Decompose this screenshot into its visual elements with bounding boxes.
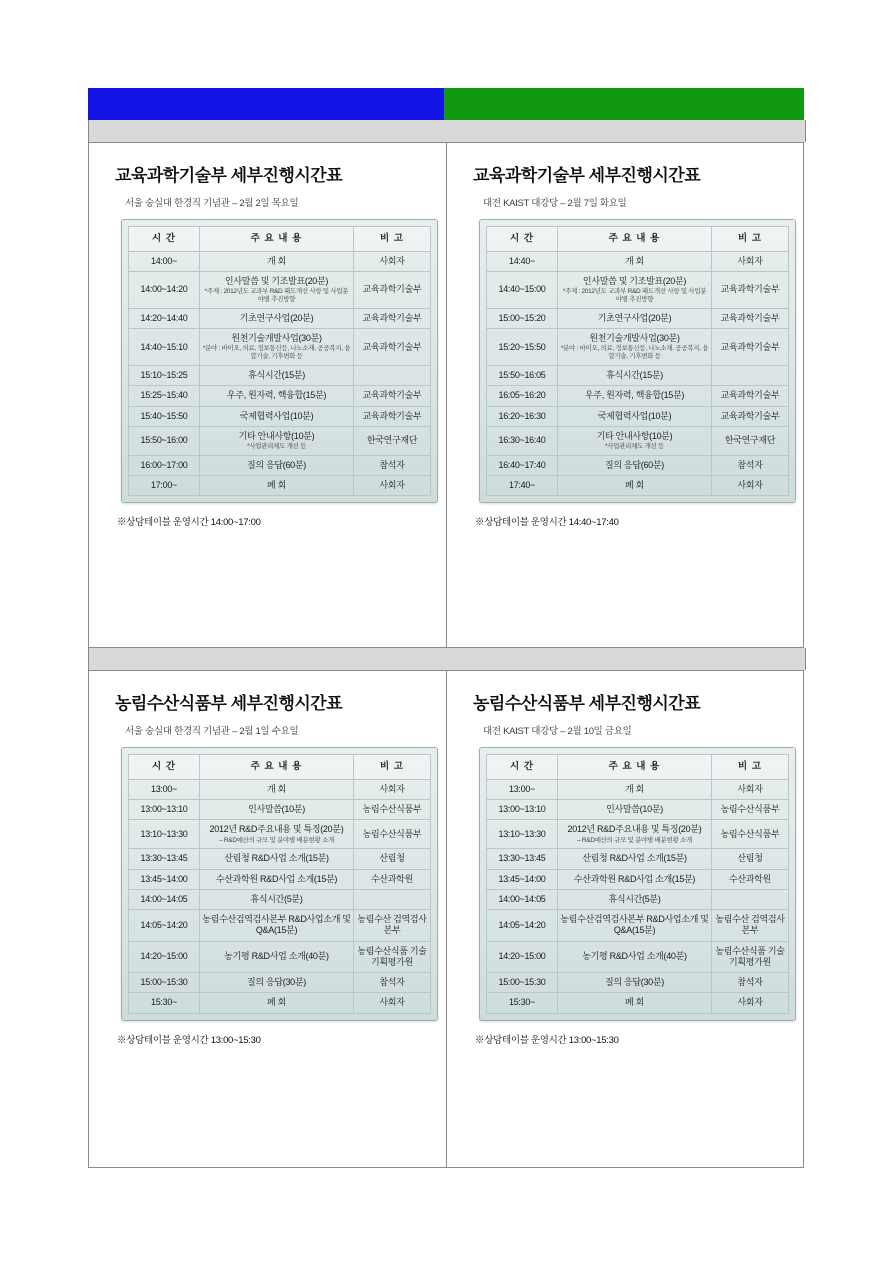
cell-time: 16:00~17:00 [129,455,200,475]
cell-description-subnote: *주제 : 2012년도 교과부 R&D 패도개선 사항 및 사업분야별 추진방향 [562,288,707,304]
table-row [487,455,789,475]
cell-time: 15:40~15:50 [129,406,200,426]
schedule-table [128,226,431,496]
cell-description: 질의 응답(60분) [558,455,712,475]
cell-time: 14:00~14:20 [129,272,200,309]
header-time: 시 간 [129,227,200,252]
table-row [487,251,789,271]
cell-description: 우주, 원자력, 핵융합(15분) [558,386,712,406]
schedule-table-frame [121,219,438,503]
cell-note: 참석자 [712,973,789,993]
table-body-3 [487,779,789,1013]
header-note: 비 고 [354,755,431,780]
cell-time: 15:00~15:30 [487,973,558,993]
cell-time: 16:05~16:20 [487,386,558,406]
cell-note: 농림수산 검역검사본부 [712,910,789,942]
cell-description: 휴식시간(5분) [558,889,712,909]
table-row [487,366,789,386]
cell-description: 휴식시간(15분) [558,366,712,386]
cell-time: 14:20~15:00 [129,941,200,973]
cell-time: 14:00~14:05 [487,889,558,909]
cell-time: 16:20~16:30 [487,406,558,426]
banner-blue-block [88,88,444,120]
schedule-table-frame [479,747,796,1021]
cell-description: 국제협력사업(10분) [200,406,354,426]
header-desc: 주 요 내 용 [200,755,354,780]
cell-description-subnote: *분야 : 바이오, 의료, 정보통신등, 나노소재, 공공복지, 융합기술, 기후변화 등 [560,345,709,361]
cell-description: 우주, 원자력, 핵융합(15분) [200,386,354,406]
table-row [129,941,431,973]
table-row [129,426,431,455]
cell-description: 산림청 R&D사업 소개(15분) [558,849,712,869]
schedule-subtitle: 대전 KAIST 대강당 – 2월 10일 금요일 [483,726,632,737]
cell-note: 교육과학기술부 [354,329,431,366]
table-row [129,910,431,942]
table-row [129,329,431,366]
cell-time: 15:30~ [487,993,558,1013]
cell-time: 13:45~14:00 [129,869,200,889]
header-desc: 주 요 내 용 [200,227,354,252]
cell-description-subnote: *사업관리체도 개선 등 [604,443,665,451]
cell-note: 교육과학기술부 [354,308,431,328]
cell-time: 13:00~13:10 [487,800,558,820]
table-header-row [487,755,789,780]
cell-description: 개 회 [558,779,712,799]
spacer-strip-middle [88,648,806,670]
table-row [129,889,431,909]
table-row [129,386,431,406]
cell-time: 14:05~14:20 [487,910,558,942]
cell-description: 인사말씀(10분) [558,800,712,820]
cell-description: 2012년 R&D주요내용 및 특징(20분) – R&D예산의 규모 및 분야별 배분현황 소개 [200,820,354,849]
schedule-table [128,754,431,1014]
cell-note: 한국연구재단 [354,426,431,455]
cell-description: 인사말씀 및 기조발표(20분) *주제 : 2012년도 교과부 R&D 패도개선 사항 및 사업분야별 추진방향 [200,272,354,309]
cell-time: 14:20~15:00 [487,941,558,973]
table-row [129,476,431,496]
cell-note: 교육과학기술부 [354,386,431,406]
schedule-grid-top [88,142,804,648]
table-row [129,973,431,993]
schedule-table [486,754,789,1014]
schedule-card-1 [446,143,803,647]
table-row [487,973,789,993]
table-row [129,272,431,309]
cell-description: 기타 안내사항(10분) *사업관리체도 개선 등 [558,426,712,455]
table-row [129,869,431,889]
header-note: 비 고 [354,227,431,252]
table-row [129,406,431,426]
cell-time: 15:20~15:50 [487,329,558,366]
header-time: 시 간 [487,755,558,780]
table-row [487,800,789,820]
table-row [487,849,789,869]
cell-note [712,366,789,386]
cell-description-subnote: *주제 : 2012년도 교과부 R&D 패도개선 사항 및 사업분야별 추진방향 [204,288,349,304]
cell-note: 사회자 [354,779,431,799]
cell-note: 산림청 [712,849,789,869]
table-row [487,476,789,496]
header-time: 시 간 [487,227,558,252]
cell-description: 폐 회 [200,993,354,1013]
cell-time: 15:25~15:40 [129,386,200,406]
cell-description: 기초연구사업(20분) [200,308,354,328]
cell-description-subnote: – R&D예산의 규모 및 분야별 배분현황 소개 [577,836,692,844]
header-time: 시 간 [129,755,200,780]
cell-note: 사회자 [712,993,789,1013]
cell-note: 농림수산식품 기술기획평가원 [354,941,431,973]
table-row [129,820,431,849]
schedule-footnote: ※상담테이블 운영시간 14:40~17:40 [475,517,619,529]
schedule-footnote: ※상담테이블 운영시간 13:00~15:30 [117,1034,261,1046]
table-row [129,308,431,328]
table-row [487,329,789,366]
cell-note: 교육과학기술부 [712,308,789,328]
cell-description: 폐 회 [558,476,712,496]
cell-description: 휴식시간(15분) [200,366,354,386]
table-row [487,910,789,942]
schedule-table-frame [479,219,796,503]
table-row [487,386,789,406]
cell-note: 교육과학기술부 [354,406,431,426]
cell-description: 농림수산검역검사본부 R&D사업소개 및 Q&A(15분) [558,910,712,942]
cell-note: 참석자 [354,973,431,993]
cell-time: 15:00~15:30 [129,973,200,993]
header-note: 비 고 [712,227,789,252]
cell-note: 사회자 [354,993,431,1013]
table-header-row [487,227,789,252]
table-row [129,993,431,1013]
cell-description: 기초연구사업(20분) [558,308,712,328]
cell-note: 사회자 [712,476,789,496]
schedule-subtitle: 서울 숭실대 한경직 기념관 – 2월 2일 목요일 [125,198,299,209]
cell-description: 인사말씀(10분) [200,800,354,820]
cell-note: 교육과학기술부 [712,386,789,406]
table-header-row [129,227,431,252]
cell-note: 농림수산 검역검사본부 [354,910,431,942]
schedule-footnote: ※상담테이블 운영시간 13:00~15:30 [475,1034,619,1046]
cell-time: 15:50~16:00 [129,426,200,455]
cell-time: 14:40~15:10 [129,329,200,366]
cell-time: 14:00~ [129,251,200,271]
schedule-subtitle: 서울 숭실대 한경직 기념관 – 2월 1일 수요일 [125,726,299,737]
cell-note: 교육과학기술부 [712,329,789,366]
table-row [129,455,431,475]
cell-note: 교육과학기술부 [712,272,789,309]
cell-note [354,889,431,909]
cell-description-subnote: *분야 : 바이오, 의료, 정보통신등, 나노소재, 공공복지, 융합기술, 기후변화 등 [202,345,351,361]
table-row [129,251,431,271]
cell-note: 사회자 [354,476,431,496]
table-row [487,820,789,849]
cell-description-subnote: *사업관리체도 개선 등 [246,443,307,451]
table-row [487,941,789,973]
cell-description: 산림청 R&D사업 소개(15분) [200,849,354,869]
cell-time: 16:30~16:40 [487,426,558,455]
cell-note [712,889,789,909]
cell-time: 15:30~ [129,993,200,1013]
cell-description: 개 회 [200,251,354,271]
cell-description: 수산과학원 R&D사업 소개(15분) [558,869,712,889]
table-body-0 [129,251,431,495]
table-row [487,869,789,889]
cell-description: 인사말씀 및 기조발표(20분) *주제 : 2012년도 교과부 R&D 패도개선 사항 및 사업분야별 추진방향 [558,272,712,309]
table-row [487,993,789,1013]
header-desc: 주 요 내 용 [558,227,712,252]
cell-description: 질의 응답(30분) [558,973,712,993]
cell-note: 사회자 [712,251,789,271]
cell-time: 16:40~17:40 [487,455,558,475]
cell-time: 14:00~14:05 [129,889,200,909]
schedule-card-3 [446,671,803,1167]
schedule-footnote: ※상담테이블 운영시간 14:00~17:00 [117,517,261,529]
schedule-table-frame [121,747,438,1021]
table-row [487,426,789,455]
cell-time: 13:45~14:00 [487,869,558,889]
cell-note: 농림수산식품부 [712,800,789,820]
cell-time: 15:50~16:05 [487,366,558,386]
cell-note: 수산과학원 [712,869,789,889]
cell-note: 수산과학원 [354,869,431,889]
cell-time: 14:20~14:40 [129,308,200,328]
schedule-title: 농림수산식품부 세부진행시간표 [115,694,343,713]
cell-note [354,366,431,386]
table-row [129,849,431,869]
cell-note: 산림청 [354,849,431,869]
cell-note: 참석자 [712,455,789,475]
schedule-table [486,226,789,496]
cell-description: 기타 안내사항(10분) *사업관리체도 개선 등 [200,426,354,455]
schedule-subtitle: 대전 KAIST 대강당 – 2월 7일 화요일 [483,198,627,209]
table-body-1 [487,251,789,495]
table-row [487,406,789,426]
cell-note: 농림수산식품 기술기획평가원 [712,941,789,973]
cell-description: 2012년 R&D주요내용 및 특징(20분) – R&D예산의 규모 및 분야별 배분현황 소개 [558,820,712,849]
cell-time: 13:30~13:45 [129,849,200,869]
cell-time: 15:10~15:25 [129,366,200,386]
cell-description: 개 회 [200,779,354,799]
cell-description: 농림수산검역검사본부 R&D사업소개 및 Q&A(15분) [200,910,354,942]
cell-description: 질의 응답(30분) [200,973,354,993]
banner-green-block [444,88,804,120]
cell-description: 원천기술개발사업(30분) *분야 : 바이오, 의료, 정보통신등, 나노소재, 공공복지, 융합기술, 기후변화 등 [558,329,712,366]
table-row [129,779,431,799]
cell-note: 농림수산식품부 [354,820,431,849]
cell-note: 교육과학기술부 [712,406,789,426]
cell-description: 폐 회 [200,476,354,496]
cell-time: 14:05~14:20 [129,910,200,942]
schedule-title: 교육과학기술부 세부진행시간표 [473,166,701,185]
schedule-title: 교육과학기술부 세부진행시간표 [115,166,343,185]
cell-note: 참석자 [354,455,431,475]
schedule-grid-bottom [88,670,804,1168]
cell-note: 농림수산식품부 [354,800,431,820]
cell-time: 13:10~13:30 [129,820,200,849]
cell-time: 14:40~15:00 [487,272,558,309]
cell-time: 17:40~ [487,476,558,496]
cell-description-subnote: – R&D예산의 규모 및 분야별 배분현황 소개 [219,836,334,844]
color-banner [88,88,804,120]
cell-note: 교육과학기술부 [354,272,431,309]
cell-time: 13:10~13:30 [487,820,558,849]
cell-description: 질의 응답(60분) [200,455,354,475]
cell-note: 한국연구재단 [712,426,789,455]
header-note: 비 고 [712,755,789,780]
table-row [487,779,789,799]
cell-time: 13:30~13:45 [487,849,558,869]
cell-description: 원천기술개발사업(30분) *분야 : 바이오, 의료, 정보통신등, 나노소재, 공공복지, 융합기술, 기후변화 등 [200,329,354,366]
cell-time: 14:40~ [487,251,558,271]
cell-description: 수산과학원 R&D사업 소개(15분) [200,869,354,889]
cell-time: 13:00~13:10 [129,800,200,820]
cell-note: 사회자 [354,251,431,271]
cell-description: 농기평 R&D사업 소개(40분) [200,941,354,973]
cell-time: 13:00~ [487,779,558,799]
cell-note: 사회자 [712,779,789,799]
cell-note: 농림수산식품부 [712,820,789,849]
table-row [129,366,431,386]
cell-description: 개 회 [558,251,712,271]
table-row [129,800,431,820]
schedule-card-0 [89,143,446,647]
table-header-row [129,755,431,780]
cell-description: 국제협력사업(10분) [558,406,712,426]
cell-time: 15:00~15:20 [487,308,558,328]
cell-time: 13:00~ [129,779,200,799]
cell-time: 17:00~ [129,476,200,496]
schedule-card-2 [89,671,446,1167]
table-row [487,889,789,909]
spacer-strip-top [88,120,806,142]
cell-description: 농기평 R&D사업 소개(40분) [558,941,712,973]
header-desc: 주 요 내 용 [558,755,712,780]
table-row [487,272,789,309]
cell-description: 휴식시간(5분) [200,889,354,909]
schedule-title: 농림수산식품부 세부진행시간표 [473,694,701,713]
table-row [487,308,789,328]
cell-description: 폐 회 [558,993,712,1013]
table-body-2 [129,779,431,1013]
